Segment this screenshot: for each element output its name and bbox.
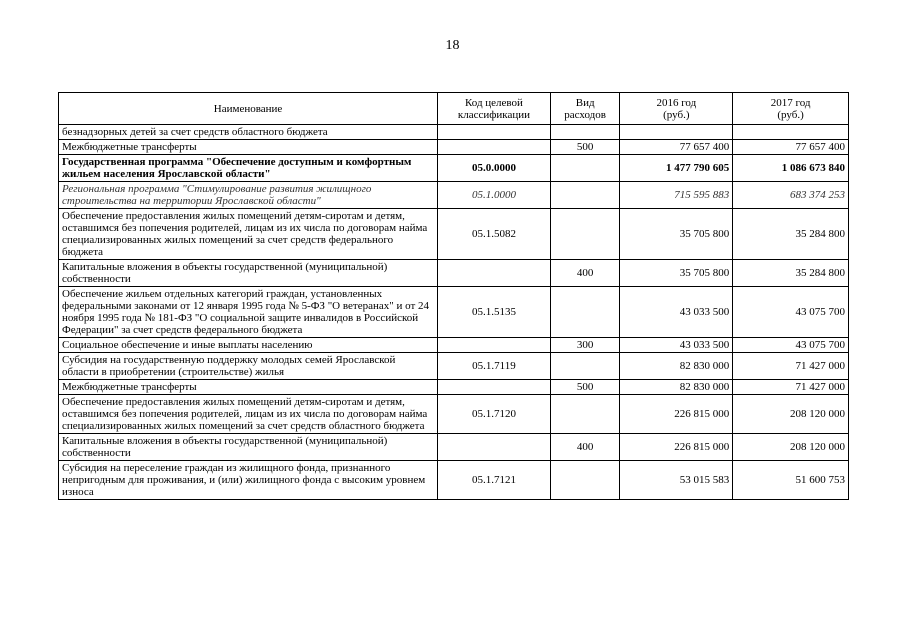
table-row [59, 434, 849, 461]
row-type-cell [550, 209, 620, 260]
row-name-cell: Обеспечение предоставления жилых помещений детям-сиротам и детям, оставшимся без попечения родителей, лицам из их числа по договорам найма специализированных жилых помещений за счет средств федерального бюджета [59, 209, 438, 260]
row-code-cell [438, 380, 551, 395]
row-type-cell [550, 125, 620, 140]
row-name-cell: Межбюджетные трансферты [59, 140, 438, 155]
table-row [59, 353, 849, 380]
row-type-cell: 400 [550, 260, 620, 287]
row-2016-cell: 715 595 883 [620, 182, 733, 209]
row-code-cell [438, 434, 551, 461]
table-row [59, 338, 849, 353]
header-type: Вид расходов [550, 93, 620, 125]
budget-table [58, 92, 849, 500]
row-2017-cell: 208 120 000 [733, 434, 849, 461]
header-2017: 2017 год (руб.) [733, 93, 849, 125]
row-name-cell: Обеспечение жильем отдельных категорий граждан, установленных федеральными законами от 12 января 1995 года № 5-ФЗ "О ветеранах" и от 24 ноября 1995 года № 181-ФЗ "О социальной защите инвалидов в Российской Федерации" за счет средств федерального бюджета [59, 287, 438, 338]
row-2017-cell: 35 284 800 [733, 209, 849, 260]
row-name-cell: Государственная программа "Обеспечение доступным и комфортным жильем населения Ярославской области" [59, 155, 438, 182]
row-code-cell [438, 125, 551, 140]
row-name-cell: Субсидия на переселение граждан из жилищного фонда, признанного непригодным для проживания, и (или) жилищного фонда с высоким уровнем износа [59, 461, 438, 500]
row-2016-cell: 43 033 500 [620, 338, 733, 353]
table-row [59, 461, 849, 500]
row-2017-cell: 71 427 000 [733, 380, 849, 395]
row-name-cell: Субсидия на государственную поддержку молодых семей Ярославской области в приобретении (строительстве) жилья [59, 353, 438, 380]
row-2017-cell: 51 600 753 [733, 461, 849, 500]
row-2016-cell: 226 815 000 [620, 434, 733, 461]
row-2017-cell: 43 075 700 [733, 287, 849, 338]
row-code-cell: 05.1.7120 [438, 395, 551, 434]
row-code-cell: 05.1.5082 [438, 209, 551, 260]
table-header-row [59, 93, 849, 125]
row-2017-cell: 71 427 000 [733, 353, 849, 380]
row-2016-cell: 226 815 000 [620, 395, 733, 434]
row-name-cell: безнадзорных детей за счет средств областного бюджета [59, 125, 438, 140]
row-2016-cell: 1 477 790 605 [620, 155, 733, 182]
row-code-cell: 05.0.0000 [438, 155, 551, 182]
header-code: Код целевой классификации [438, 93, 551, 125]
row-2016-cell: 35 705 800 [620, 209, 733, 260]
row-type-cell [550, 182, 620, 209]
table-row [59, 260, 849, 287]
row-code-cell: 05.1.0000 [438, 182, 551, 209]
row-2017-cell: 683 374 253 [733, 182, 849, 209]
row-2017-cell: 77 657 400 [733, 140, 849, 155]
row-type-cell: 300 [550, 338, 620, 353]
row-2016-cell: 53 015 583 [620, 461, 733, 500]
row-2016-cell: 35 705 800 [620, 260, 733, 287]
table-row [59, 182, 849, 209]
row-code-cell [438, 140, 551, 155]
row-2017-cell: 1 086 673 840 [733, 155, 849, 182]
table-row [59, 380, 849, 395]
table-body [59, 125, 849, 500]
row-type-cell [550, 287, 620, 338]
table-row [59, 155, 849, 182]
row-name-cell: Капитальные вложения в объекты государственной (муниципальной) собственности [59, 434, 438, 461]
header-name: Наименование [59, 93, 438, 125]
row-code-cell [438, 260, 551, 287]
row-type-cell: 500 [550, 140, 620, 155]
row-code-cell: 05.1.7121 [438, 461, 551, 500]
row-type-cell: 500 [550, 380, 620, 395]
table-row [59, 209, 849, 260]
header-2016: 2016 год (руб.) [620, 93, 733, 125]
row-type-cell [550, 461, 620, 500]
table-row [59, 125, 849, 140]
row-2017-cell: 43 075 700 [733, 338, 849, 353]
row-type-cell [550, 353, 620, 380]
row-2017-cell: 35 284 800 [733, 260, 849, 287]
row-name-cell: Межбюджетные трансферты [59, 380, 438, 395]
row-code-cell: 05.1.7119 [438, 353, 551, 380]
row-2016-cell: 82 830 000 [620, 353, 733, 380]
row-code-cell [438, 338, 551, 353]
row-2016-cell: 43 033 500 [620, 287, 733, 338]
row-name-cell: Обеспечение предоставления жилых помещений детям-сиротам и детям, оставшимся без попечения родителей, лицам из их числа по договорам найма специализированных жилых помещений за счет средств областного бюджета [59, 395, 438, 434]
row-2016-cell [620, 125, 733, 140]
page-number: 18 [445, 38, 460, 53]
row-2017-cell [733, 125, 849, 140]
table-row [59, 140, 849, 155]
row-code-cell: 05.1.5135 [438, 287, 551, 338]
table-row [59, 287, 849, 338]
row-type-cell [550, 395, 620, 434]
table-row [59, 395, 849, 434]
row-name-cell: Социальное обеспечение и иные выплаты населению [59, 338, 438, 353]
row-2016-cell: 77 657 400 [620, 140, 733, 155]
row-2017-cell: 208 120 000 [733, 395, 849, 434]
row-name-cell: Капитальные вложения в объекты государственной (муниципальной) собственности [59, 260, 438, 287]
row-type-cell [550, 155, 620, 182]
row-name-cell: Региональная программа "Стимулирование развития жилищного строительства на территории Ярославской области" [59, 182, 438, 209]
row-2016-cell: 82 830 000 [620, 380, 733, 395]
row-type-cell: 400 [550, 434, 620, 461]
